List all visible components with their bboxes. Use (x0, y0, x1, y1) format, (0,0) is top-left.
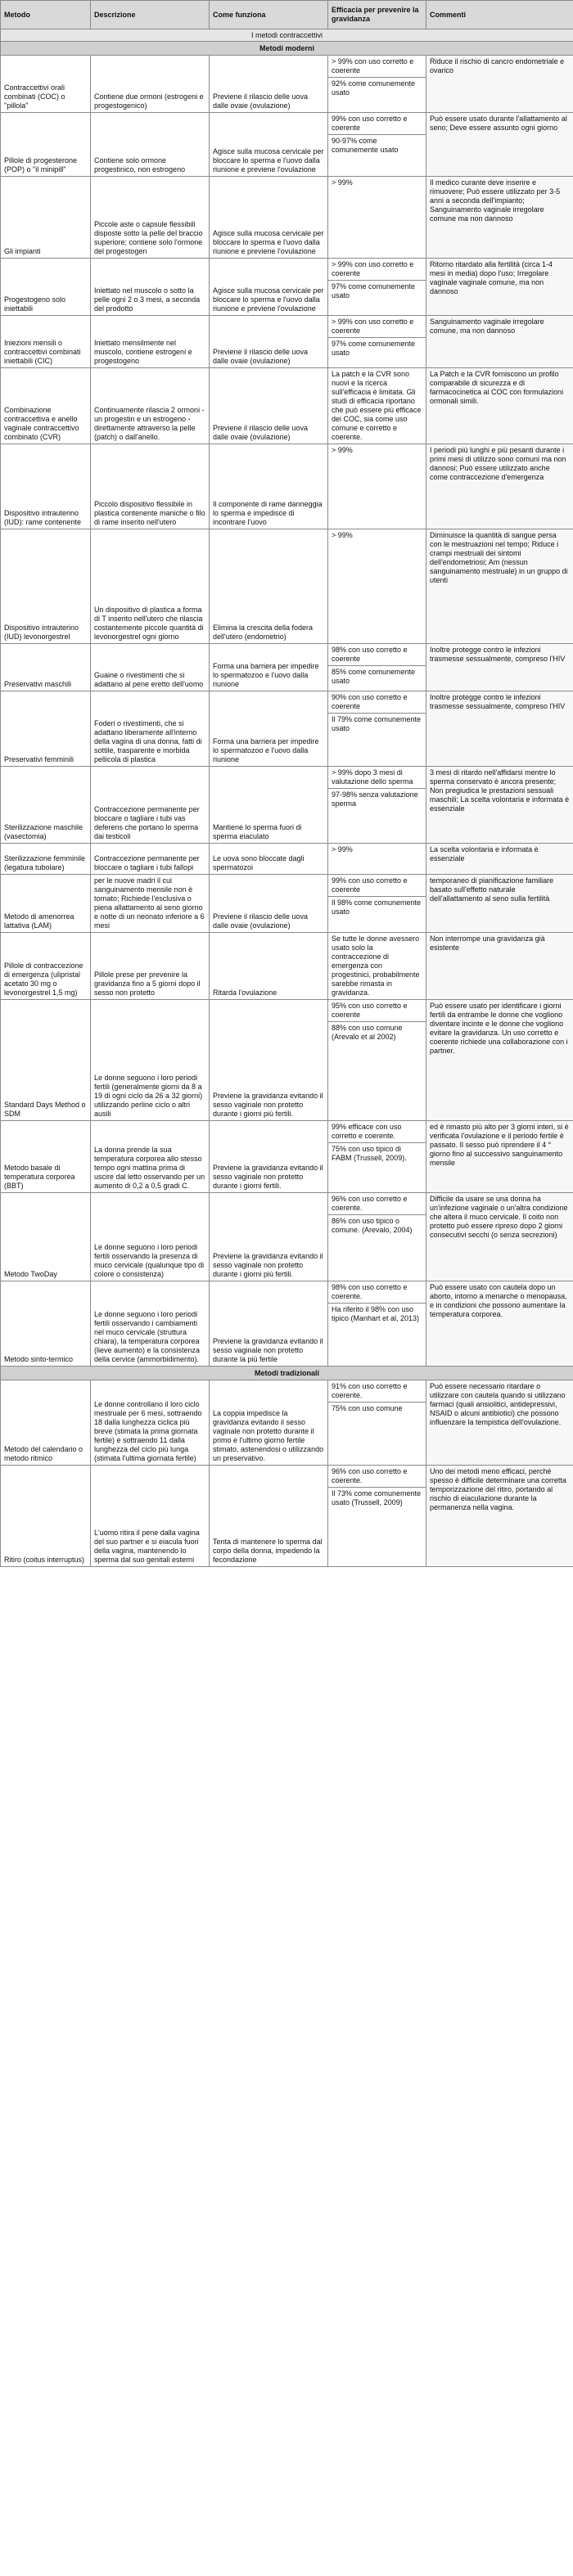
efficacy-line: 90-97% come comunemente usato (332, 137, 399, 154)
efficacy-line: > 99% con uso corretto e coerente (328, 56, 426, 78)
table-row (1, 368, 573, 444)
efficacy-line: 96% con uso corretto e coerente. (328, 1193, 426, 1215)
how-cell: Previene il rilascio delle uova dalle ovaie (ovulazione) (210, 56, 328, 113)
efficacy-cell (328, 644, 426, 691)
table-row (1, 1193, 573, 1281)
method-cell: Preservativi femminili (1, 691, 91, 767)
table-row (1, 259, 573, 316)
description-cell: Contiene solo ormone progestinico, non estrogeno (91, 113, 210, 177)
efficacy-line: > 99% con uso corretto e coerente (328, 316, 426, 338)
header-comments: Commenti (426, 1, 573, 29)
how-cell: Agisce sulla mucosa cervicale per bloccare lo sperma e l'uovo dalla riunione e previene l'ovulazione (210, 259, 328, 316)
efficacy-line: > 99% (332, 446, 353, 454)
how-cell: Previene la gravidanza evitando il sesso vaginale non protetto durante i giorni più fertili. (210, 1193, 328, 1281)
efficacy-line: Se tutte le donne avessero usato solo la contraccezione di emergenza con progestinici, probabilmente sarebbe rimasta in gravidanza. (332, 934, 420, 997)
description-cell: Iniettato nel muscolo o sotto la pelle ogni 2 o 3 mesi, a seconda del prodotto (91, 259, 210, 316)
comments-cell: La scelta volontaria e informata è essenziale (426, 844, 573, 875)
efficacy-line: 92% come comunemente usato (332, 79, 416, 97)
efficacy-cell (328, 1193, 426, 1281)
description-cell: Piccolo dispositivo flessibile in plastica contenente maniche o filo di rame inserito nell'utero (91, 444, 210, 529)
description-cell: per le nuove madri il cui sanguinamento mensile non è tornato; Richiede l'esclusiva o piena allattamento al seno giorno e notte di un neonato inferiore a 6 mesi (91, 875, 210, 933)
header-how: Come funziona (210, 1, 328, 29)
efficacy-line: > 99% dopo 3 mesi di valutazione dello sperma (328, 767, 426, 789)
header-method: Metodo (1, 1, 91, 29)
comments-cell: Può essere necessario ritardare o utilizzare con cautela quando si utilizzano farmaci (quali ansiolitici, antidepressivi, NSAID o alcuni antibiotici) che possono influenzare la tempistica dell'ovulazione. (426, 1380, 573, 1466)
comments-cell: I periodi più lunghi e più pesanti durante i primi mesi di utilizzo sono comuni ma non dannosi; Può essere utilizzato anche come contraccezione d'emergenza (426, 444, 573, 529)
method-cell: Metodo sinto-termico (1, 1281, 91, 1367)
method-cell: Gli impianti (1, 177, 91, 259)
efficacy-cell (328, 444, 426, 529)
how-cell: Il componente di rame danneggia lo sperma e impedisce di incontrare l'uovo (210, 444, 328, 529)
method-cell: Sterilizzazione femminile (legatura tubolare) (1, 844, 91, 875)
method-cell: Progestogeno solo iniettabili (1, 259, 91, 316)
header-row (1, 1, 573, 29)
method-cell: Sterilizzazione maschile (vasectomia) (1, 767, 91, 844)
efficacy-line: 97% come comunemente usato (332, 340, 416, 357)
efficacy-line: La patch e la CVR sono nuovi e la ricerca sull'efficacia è limitata. Gli studi di efficacia riportano che può essere più efficace dei COC, sia come uso comune e corretto e coerente. (332, 370, 422, 441)
table-title-row (1, 29, 573, 42)
method-cell: Pillole di contraccezione di emergenza (ulipristal acetato 30 mg o levonorgestrel 1,5 mg) (1, 933, 91, 1000)
efficacy-cell (328, 1121, 426, 1193)
method-cell: Standard Days Method o SDM (1, 1000, 91, 1121)
efficacy-cell (328, 177, 426, 259)
comments-cell: Sanguinamento vaginale irregolare comune, ma non dannoso (426, 316, 573, 368)
how-cell: Forma una barriera per impedire lo spermatozoo e l'uovo dalla riunione (210, 644, 328, 691)
how-cell: Mantiene lo sperma fuori di sperma eiaculato (210, 767, 328, 844)
description-cell: Le donne seguono i loro periodi fertili (generalmente giorni da 8 a 19 di ogni ciclo da 26 a 32 giorni) utilizzando perline ciclo o altri ausili (91, 1000, 210, 1121)
method-cell: Metodo TwoDay (1, 1193, 91, 1281)
efficacy-line: > 99% (332, 845, 353, 853)
description-cell: Pillole prese per prevenire la gravidanza fino a 5 giorni dopo il sesso non protetto (91, 933, 210, 1000)
efficacy-line: 88% con uso comune (Arevalo et al 2002) (332, 1024, 403, 1041)
how-cell: Previene la gravidanza evitando il sesso vaginale non protetto durante i giorni più fertili. (210, 1000, 328, 1121)
description-cell: Continuamente rilascia 2 ormoni - un progestin e un estrogeno - direttamente attraverso la pelle (patch) o dall'anello. (91, 368, 210, 444)
efficacy-line: 75% con uso comune (332, 1404, 403, 1412)
comments-cell: La Patch e la CVR forniscono un profilo comparabile di sicurezza e di farmacocinetica ai COC con formulazioni ormonali simili. (426, 368, 573, 444)
efficacy-line: Il 79% come comunemente usato (332, 715, 422, 732)
description-cell: Le donne controllano il loro ciclo mestruale per 6 mesi, sottraendo 18 dalla lunghezza ciclica più breve (stimata la prima giornata fertile) e sottraendo 11 dalla lunghezza del ciclo più lunga (stimata l'ultima giornata fertile) (91, 1380, 210, 1466)
how-cell: Previene la gravidanza evitando il sesso vaginale non protetto durante la più fertile (210, 1281, 328, 1367)
efficacy-line: 96% con uso corretto e coerente. (328, 1466, 426, 1488)
method-cell: Dispositivo intrauterino (IUD): rame contenente (1, 444, 91, 529)
efficacy-cell (328, 1380, 426, 1466)
table-row (1, 1121, 573, 1193)
comments-cell: Può essere usato con cautela dopo un aborto, intorno a menarche o menopausa, e in condizioni che possono aumentare la temperatura corporea. (426, 1281, 573, 1367)
comments-cell: Il medico curante deve inserire e rimuovere; Può essere utilizzato per 3-5 anni a seconda dell'impianto; Sanguinamento vaginale irregolare comune ma non dannoso (426, 177, 573, 259)
comments-cell: Diminuisce la quantità di sangue persa con le mestruazioni nel tempo; Riduce i crampi mestruali dei sintomi dell'endometriosi; Am (nessun sanguinamento mestruale) in un gruppo di utenti (426, 529, 573, 644)
comments-cell: Può essere usato durante l'allattamento al seno; Deve essere assunto ogni giorno (426, 113, 573, 177)
section-modern-row (1, 42, 573, 56)
header-efficacy: Efficacia per prevenire la gravidanza (328, 1, 426, 29)
efficacy-line: 97-98% senza valutazione sperma (332, 790, 418, 808)
efficacy-line: > 99% (332, 178, 353, 187)
efficacy-line: Ha riferito il 98% con uso tipico (Manhart et al, 2013) (332, 1305, 420, 1322)
table-row (1, 767, 573, 844)
efficacy-line: 75% con uso tipico di FABM (Trussell, 2009). (332, 1145, 407, 1162)
description-cell: Un dispositivo di plastica a forma di T inserito nell'utero che rilascia costantemente piccole quantità di levonorgestrel ogni giorno (91, 529, 210, 644)
efficacy-cell (328, 529, 426, 644)
description-cell: Guaine o rivestimenti che si adattano al pene eretto dell'uomo (91, 644, 210, 691)
efficacy-line: Il 73% come comunemente usato (Trussell, 2009) (332, 1489, 422, 1506)
method-cell: Contraccettivi orali combinati (COC) o "pillola" (1, 56, 91, 113)
efficacy-cell (328, 316, 426, 368)
traditional-methods-body (1, 1367, 573, 1567)
efficacy-cell (328, 1281, 426, 1367)
table-row (1, 1380, 573, 1466)
table-row (1, 933, 573, 1000)
efficacy-line: 91% con uso corretto e coerente. (328, 1380, 426, 1403)
comments-cell: ed è rimasto più alto per 3 giorni interi, si è verificata l'ovulazione e il periodo fertile è passato. Il sesso può riprendere il 4 ° giorno fino al successivo sanguinamento mensile (426, 1121, 573, 1193)
comments-cell: Inoltre protegge contro le infezioni trasmesse sessualmente, compreso l'HIV (426, 691, 573, 767)
description-cell: Iniettato mensilmente nel muscolo, contiene estrogeni e progestogeno (91, 316, 210, 368)
description-cell: Foderi o rivestimenti, che si adattano liberamente all'interno della vagina di una donna, fatti di sottile, trasparente e morbida pellicola di plastica (91, 691, 210, 767)
how-cell: Ritarda l'ovulazione (210, 933, 328, 1000)
description-cell: Piccole aste o capsule flessibili disposte sotto la pelle del braccio superiore; contiene solo l'ormone del progestogen (91, 177, 210, 259)
efficacy-line: 99% con uso corretto e coerente (328, 113, 426, 135)
how-cell: Elimina la crescita della fodera dell'utero (endometrio) (210, 529, 328, 644)
description-cell: Contraccezione permanente per bloccare o tagliare i tubi fallopi (91, 844, 210, 875)
table-row (1, 1466, 573, 1567)
description-cell: Le donne seguono i loro periodi fertili osservando la presenza di muco cervicale (qualunque tipo di colore o consistenza) (91, 1193, 210, 1281)
efficacy-cell (328, 933, 426, 1000)
how-cell: La coppia impedisce la gravidanza evitando il sesso vaginale non protetto durante il primo e l'ultimo giorno fertile stimato, astenendosi o utilizzando un preservativo. (210, 1380, 328, 1466)
method-cell: Dispositivo intrauterino (IUD) levonorgestrel (1, 529, 91, 644)
description-cell: Le donne seguono i loro periodi fertili osservando i cambiamenti nel muco cervicale (struttura chiara), la temperatura corporea (lieve aumento) e la consistenza della cervice (ammorbidimento). (91, 1281, 210, 1367)
comments-cell: Non interrompe una gravidanza già esistente (426, 933, 573, 1000)
table-row (1, 1281, 573, 1367)
efficacy-cell (328, 56, 426, 113)
efficacy-line: > 99% con uso corretto e coerente (328, 259, 426, 281)
efficacy-line: 99% con uso corretto e coerente (328, 875, 426, 897)
description-cell: Contraccezione permanente per bloccare o tagliare i tubi vas deferens che portano lo sperma dai testicoli (91, 767, 210, 844)
header-description: Descrizione (91, 1, 210, 29)
description-cell: Contiene due ormoni (estrogeni e progestogenico) (91, 56, 210, 113)
comments-cell: Riduce il rischio di cancro endometriale e ovarico (426, 56, 573, 113)
table-row (1, 529, 573, 644)
efficacy-line: 86% con uso tipico o comune. (Arevalo, 2004) (332, 1217, 413, 1234)
method-cell: Metodo basale di temperatura corporea (BBT) (1, 1121, 91, 1193)
method-cell: Preservativi maschili (1, 644, 91, 691)
method-cell: Combinazione contraccettiva e anello vaginale contraccettivo combinato (CVR) (1, 368, 91, 444)
table-row (1, 316, 573, 368)
section-traditional-row (1, 1367, 573, 1380)
how-cell: Agisce sulla mucosa cervicale per bloccare lo sperma e l'uovo dalla riunione e previene l'ovulazione (210, 113, 328, 177)
table-row (1, 177, 573, 259)
efficacy-cell (328, 691, 426, 767)
how-cell: Tenta di mantenere lo sperma dal corpo della donna, impedendo la fecondazione (210, 1466, 328, 1567)
how-cell: Agisce sulla mucosa cervicale per bloccare lo sperma e l'uovo dalla riunione e previene l'ovulazione (210, 177, 328, 259)
efficacy-cell (328, 875, 426, 933)
how-cell: Previene il rilascio delle uova dalle ovaie (ovulazione) (210, 368, 328, 444)
table-row (1, 1000, 573, 1121)
efficacy-cell (328, 844, 426, 875)
how-cell: Previene la gravidanza evitando il sesso vaginale non protetto durante i giorni fertili. (210, 1121, 328, 1193)
efficacy-line: 85% come comunemente usato (332, 668, 416, 685)
method-cell: Metodo di amenorrea lattativa (LAM) (1, 875, 91, 933)
comments-cell: Può essere usato per identificare i giorni fertili da entrambe le donne che vogliono diventare incinte e le donne che vogliono evitare la gravidanza. Un uso corretto e coerente richiede una collaborazione con i partner. (426, 1000, 573, 1121)
comments-cell: temporaneo di pianificazione familiare basato sull'effetto naturale dell'allattamento al seno sulla fertilità (426, 875, 573, 933)
efficacy-line: 95% con uso corretto e coerente (328, 1000, 426, 1022)
how-cell: Previene il rilascio delle uova dalle ovaie (ovulazione) (210, 316, 328, 368)
section-traditional: Metodi tradizionali (1, 1367, 573, 1380)
efficacy-line: 97% come comunemente usato (332, 282, 416, 299)
method-cell: Metodo del calendario o metodo ritmico (1, 1380, 91, 1466)
section-modern: Metodi moderni (1, 42, 573, 56)
efficacy-line: 99% efficace con uso corretto e coerente. (328, 1121, 426, 1143)
efficacy-line: 98% con uso corretto e coerente (328, 644, 426, 666)
efficacy-line: 90% con uso corretto e coerente (328, 691, 426, 714)
table-title: I metodi contraccettivi (1, 29, 573, 42)
efficacy-cell (328, 113, 426, 177)
efficacy-line: 98% con uso corretto e coerente. (328, 1281, 426, 1304)
comments-cell: 3 mesi di ritardo nell'affidarsi mentre lo sperma conservato è ancora presente; Non pregiudica le prestazioni sessuali maschili; La scelta volontaria e informata è essenziale (426, 767, 573, 844)
table-row (1, 113, 573, 177)
how-cell: Le uova sono bloccate dagli spermatozoi (210, 844, 328, 875)
efficacy-line: Il 98% come comunemente usato (332, 898, 422, 916)
comments-cell: Ritorno ritardato alla fertilità (circa 1-4 mesi in media) dopo l'uso; Irregolare vaginale vaginale comune, ma non dannoso (426, 259, 573, 316)
efficacy-cell (328, 1466, 426, 1567)
comments-cell: Uno dei metodi meno efficaci, perché spesso è difficile determinare una corretta temporizzazione del ritiro, portando al rischio di eiaculazione durante la permanenza nella vagina. (426, 1466, 573, 1567)
comments-cell: Inoltre protegge contro le infezioni trasmesse sessualmente, compreso l'HIV (426, 644, 573, 691)
method-cell: Ritiro (coitus interruptus) (1, 1466, 91, 1567)
efficacy-cell (328, 368, 426, 444)
method-cell: Pillole di progesterone (POP) o "il minipill" (1, 113, 91, 177)
table-row (1, 875, 573, 933)
comments-cell: Difficile da usare se una donna ha un'infezione vaginale o un'altra condizione che altera il muco cervicale. Il coito non protetto può essere ripreso dopo 2 giorni consecutivi secchi (o senza secrezioni) (426, 1193, 573, 1281)
efficacy-line: > 99% (332, 531, 353, 539)
how-cell: Forma una barriera per impedire lo spermatozoo e l'uovo dalla riunione (210, 691, 328, 767)
efficacy-cell (328, 1000, 426, 1121)
description-cell: La donna prende la sua temperatura corporea allo stesso tempo ogni mattina prima di uscire dal letto osservando per un aumento di 0,2 a 0,5 gradi C. (91, 1121, 210, 1193)
efficacy-cell (328, 259, 426, 316)
modern-methods-body (1, 42, 573, 1367)
how-cell: Previene il rilascio delle uova dalle ovaie (ovulazione) (210, 875, 328, 933)
method-cell: Iniezioni mensili o contraccettivi combinati iniettabili (CIC) (1, 316, 91, 368)
table-row (1, 444, 573, 529)
table-row (1, 844, 573, 875)
table-row (1, 56, 573, 113)
efficacy-cell (328, 767, 426, 844)
description-cell: L'uomo ritira il pene dalla vagina del suo partner e si eiacula fuori della vagina, mantenendo lo sperma dal suo genitali esterni (91, 1466, 210, 1567)
table-row (1, 644, 573, 691)
table-row (1, 691, 573, 767)
